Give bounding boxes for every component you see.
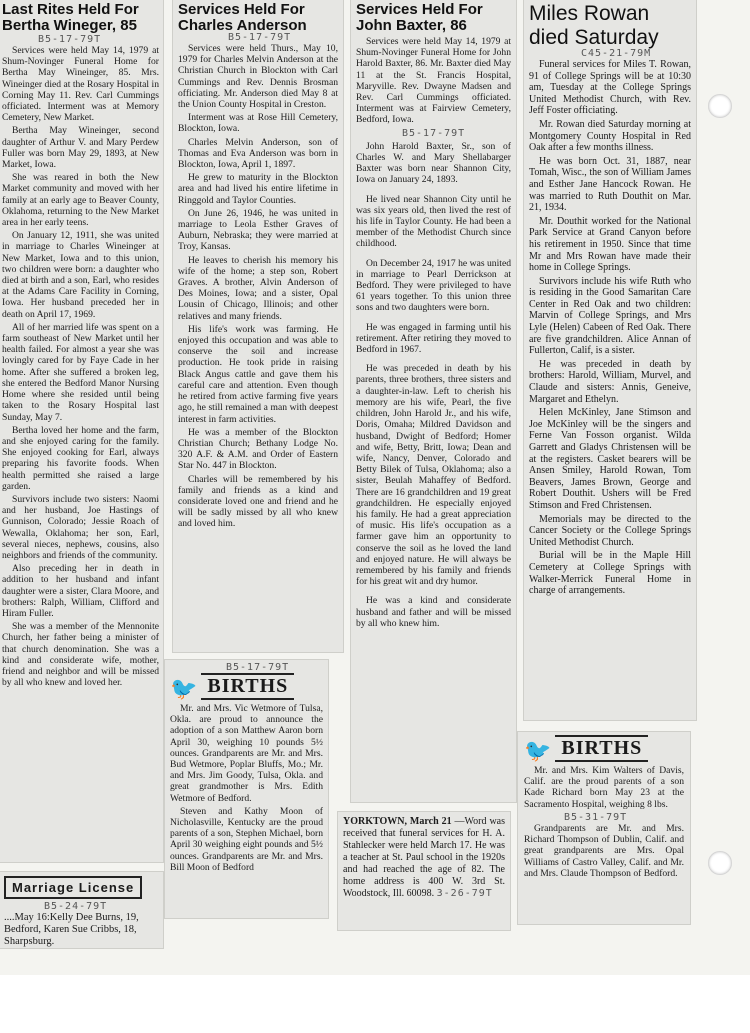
paragraph: Helen McKinley, Jane Stimson and Joe McKinley will be the singers and Ferne Van Fosson organist. Wilda Garrett and Gladys Christensen will be at the registers. Casket bearers will be Ansen Smiley, Harold Rowan, Tom Beavers, James Brown, George and Robert Douthit. Ushers will be Fred Stimson and Fred Christensen.: [529, 407, 691, 511]
paragraph: Services were held May 14, 1979 at Shum-Novinger Funeral Home for John Harold Baxter, 86. Mr. Baxter died May 11 at the St. Francis Hospital, Maryville. Rev. Dwayne Madsen and Rev. Carl Cummings officiated. Interment was at Fairview Cemetery, Bedford, Iowa.: [356, 36, 511, 126]
paragraph: He leaves to cherish his memory his wife of the home; a step son, Robert Graves. A brother, Alvin Anderson of Des Moines, Iowa; and a sister, Opal Lousin of Chicago, Illinois; and other relatives and many friends.: [178, 254, 338, 322]
paragraph: Burial will be in the Maple Hill Cemetery at College Springs with Walker-Merrick Funeral Home in charge of arrangements.: [529, 550, 691, 597]
paragraph: Mr. Rowan died Saturday morning at Montgomery County Hospital in Red Oak after a few months illness.: [529, 118, 691, 154]
obituary-john-baxter: [351, 0, 516, 802]
stork-icon: 🐦: [524, 738, 552, 763]
binder-hole: [708, 851, 732, 875]
paragraph: Survivors include two sisters: Naomi and her husband, Joe Hastings of Gunnison, Colorado; Jessie Roach of Wewalla, Oklahoma; her son, Earl, several nieces, nephews, cousins, also neighbors and friends of the community.: [2, 493, 159, 561]
births-header: [170, 673, 323, 700]
paragraph: She was a member of the Mennonite Church, her father being a minister of that church denomination. She was a kind and considerate wife, mother, friend and neighbor and will be missed by all who knew and loved her.: [2, 621, 159, 689]
handwritten-date: 3-26-79T: [436, 888, 493, 899]
marriage-license-text: ....May 16:Kelly Dee Burns, 19, Bedford, Karen Sue Cribbs, 18, Sharpsburg.: [4, 912, 139, 947]
births-header: [524, 735, 684, 762]
paragraph: Services were held May 14, 1979 at Shum-Novinger Funeral Home for Bertha May Wineinger, 85. Mrs. Wineinger died at the Rosary Hospital in Corning May 11. Rev. Carl Cummings officiated. Interment was at Memory Cemetery, New Market.: [2, 45, 159, 124]
births-body: [524, 765, 684, 879]
births-clipping-1: [165, 660, 328, 918]
paragraph: Grandparents are Mr. and Mrs. Richard Thompson of Dublin, Calif. and great grandparents are Mrs. Opal Williams of Castro Valley, Calif. and Mr. and Mrs. Claude Thompson of Bedford.: [524, 823, 684, 879]
headline: Last Rites Held For Bertha Wineger, 85: [2, 1, 139, 34]
stork-icon: 🐦: [170, 676, 198, 701]
paragraph: Also preceding her in death in addition to her husband and infant daughter were a sister, Clara Moore, and brothers: Ralph, William, Clifford and Hiram Fuller.: [2, 563, 159, 619]
paragraph: Mr. and Mrs. Kim Walters of Davis, Calif. are the proud parents of a son Kade Richard born May 23 at the Sacramento Hospital, weighing 8 lbs.: [524, 765, 684, 810]
paragraph: He was a member of the Blockton Christian Church; Bethany Lodge No. 320 A.F. & A.M. and Order of Eastern Star No. 447 in Blockton.: [178, 426, 338, 472]
yorktown-body: [343, 816, 505, 900]
marriage-license-heading: Marriage License: [4, 876, 142, 899]
paragraph: He was a kind and considerate husband and father and will be missed by all who knew him.: [356, 595, 511, 629]
obituary-body: [178, 43, 338, 530]
paragraph: John Harold Baxter, Sr., son of Charles W. and Mary Shellabarger Baxter was born near Shannon City, Iowa on January 24, 1893.: [356, 140, 511, 186]
handwritten-date: B5-24-79T: [44, 901, 108, 912]
headline: Services Held For Charles Anderson: [178, 1, 307, 34]
obituary-bertha-wineger: [0, 0, 163, 862]
paragraph: On January 12, 1911, she was united in marriage to Charles Wineinger at New Market, Iowa and to this union, two children were born: a daughter who died at birth and a son, Earl, who resides at the Adams Care Facility in Corning, Iowa. Her husband preceded her in death on April 17, 1969.: [2, 230, 159, 320]
obituary-body: [2, 45, 159, 688]
paragraph: He was engaged in farming until his retirement. After retiring they moved to Bedford in 1967.: [356, 321, 511, 356]
dateline: YORKTOWN, March 21: [343, 816, 452, 827]
paragraph: His life's work was farming. He enjoyed this occupation and was able to conserve the soil and increase production. He took pride in raising Black Angus cattle and gave them his careful care and attention. Even though he retired from active farming five years ago, he still remained a man with deepest interest in farm activities.: [178, 323, 338, 425]
handwritten-date: B5-31-79T: [564, 811, 628, 823]
handwritten-date: B5-17-79T: [228, 32, 292, 43]
paragraph: He was born Oct. 31, 1887, near Tomah, Wisc., the son of William James and Esther Jane Hancock Rowan. He was married to Ruth Douthit on Mar. 21, 1934.: [529, 155, 691, 214]
paragraph: Mr. Douthit worked for the National Park Service at Grand Canyon before his retirement in 1950. Since that time Mr and Mrs Rowan have made their home in College Springs.: [529, 215, 691, 274]
paragraph: Mr. and Mrs. Vic Wetmore of Tulsa, Okla. are proud to announce the adoption of a son Matthew Aaron born April 30, weighing 10 pounds 5½ ounces. Grandparents are Mr. and Mrs. Bud Wetmore, Poplar Bluffs, Mo.; Mr. and Mrs. Jim Goody, Tulsa, Okla. and great grandmother is Mrs. Edith Wetmore of Bedford.: [170, 703, 323, 804]
obituary-body: [356, 36, 511, 629]
headline: Services Held For John Baxter, 86: [356, 1, 483, 34]
paragraph: He was preceded in death by brothers: Harold, William, Murvel, and Claude and sisters: Annis, Geneive, Margaret and Ethelyn.: [529, 358, 691, 405]
paragraph: Charles will be remembered by his family and friends as a kind and considerate loved one and friend and he will be sadly missed by all who knew and loved him.: [178, 473, 338, 530]
paragraph: Survivors include his wife Ruth who is residing in the Good Samaritan Care Center in Red Oak and two children: Marvin of College Springs, and Mrs Lyle (Helen) Cabeen of Red Oak. There are five grandchildren. Alice Annan of Fullerton, Calif, is a sister.: [529, 275, 691, 357]
births-title: BIRTHS: [555, 735, 648, 762]
paragraph: He grew to maturity in the Blockton area and had lived his entire lifetime in Ringgold and Taylor Counties.: [178, 172, 338, 206]
paragraph: He was preceded in death by his parents, three brothers, three sisters and a daughter-in-law. Left to cherish his memory are his wife, Pearl, the five children, John Harold Jr., and his wife, Doris, Omaha; Mildred Davidson and husband, Dwight of Bedford; Homer and wife, Betty, Britt, Iowa; Dean and wife, Nancy, Denver, Colorado and Betty Bilek of Tulsa, Oklahoma; also a sister, Beulah Mahaffey of Bedford. There are 16 grandchildren and 19 great grandchildren. He especially enjoyed his family. He had a great appreciation of music. His life's occupation as a farmer gave him an opportunity to conserve the soil as he loved the land and enjoyed nature. He will always be remembered by his family and friends for his great wit and dry humor.: [356, 363, 511, 588]
handwritten-date: B5-17-79T: [226, 662, 290, 673]
yorktown-text: —Word was received that funeral services for H. A. Stahlecker were held March 17. He was a teacher at St. Paul school in the 1920s and had reached the age of 82. The home address is 400 W. 3rd St. Woodstock, Ill. 60098.: [343, 816, 505, 899]
paragraph: Funeral services for Miles T. Rowan, 91 of College Springs will be at 10:30 am, Tuesday at the College Springs United Methodist Church, with Rev. Jeff Foster officiating.: [529, 59, 691, 117]
obituary-charles-anderson: [173, 0, 343, 652]
headline: Miles Rowan died Saturday: [529, 2, 659, 49]
paragraph: Memorials may be directed to the Cancer Society or the College Springs United Methodist Church.: [529, 513, 691, 548]
paragraph: He lived near Shannon City until he was six years old, then lived the rest of his life in Taylor County. He had been a member of the Methodist Church since childhood.: [356, 193, 511, 250]
obituary-body: [529, 59, 691, 597]
obituary-miles-rowan: [524, 0, 696, 720]
paragraph: On June 26, 1946, he was united in marriage to Leola Esther Graves of Auburn, Nebraska; they were married at Troy, Kansas.: [178, 207, 338, 253]
marriage-license-clipping: [0, 872, 163, 948]
paragraph: Interment was at Rose Hill Cemetery, Blockton, Iowa.: [178, 112, 338, 135]
handwritten-date: B5-17-79T: [38, 34, 102, 45]
paragraph: Bertha May Wineinger, second daughter of Arthur V. and Mary Perdew Fuller was born May 29, 1893, at New Market, Iowa.: [2, 125, 159, 171]
paragraph: Services were held Thurs., May 10, 1979 for Charles Melvin Anderson at the Christian Church in Blockton with Carl Cummings and Rev. Dennis Brosman officiating. Mr. Anderson died May 8 at the Union County Hospital in Creston.: [178, 43, 338, 111]
births-title: BIRTHS: [201, 673, 294, 700]
paragraph: All of her married life was spent on a farm southeast of New Market until her health failed. For almost a year she was lovingly cared for by Faye Cade in her home. After she suffered a broken leg, she entered the Bedford Manor Nursing Home where she resided until being taken to the Rosary Hospital last Sunday, May 7.: [2, 321, 159, 423]
paragraph: On December 24, 1917 he was united in marriage to Pearl Derrickson at Bedford. They were privileged to have 61 years together. To this union three sons and two daughters were born.: [356, 257, 511, 314]
paragraph: Bertha loved her home and the farm, and she enjoyed caring for the family. She enjoyed cooking for Earl, always preparing his favorite foods. When health permitted she raised a large garden.: [2, 424, 159, 492]
paragraph: Charles Melvin Anderson, son of Thomas and Eva Anderson was born in Blockton, Iowa, April 1, 1897.: [178, 136, 338, 171]
births-clipping-2: [518, 732, 690, 924]
yorktown-notice: [338, 812, 510, 930]
handwritten-date: C45-21-79M: [581, 48, 652, 59]
births-body: [170, 703, 323, 873]
paragraph: She was reared in both the New Market community and moved with her family at an early age to Beaver County, Oklahoma, returning to the New Market area in her early teens.: [2, 172, 159, 229]
paragraph: Steven and Kathy Moon of Nicholasville, Kentucky are the proud parents of a son, Stephen Michael, born April 30 weighing eight pounds and 5½ ounces. Grandparents are Mr. and Mrs. Bill Moon of Bedford: [170, 805, 323, 873]
handwritten-date: B5-17-79T: [402, 127, 466, 139]
binder-hole: [708, 94, 732, 118]
